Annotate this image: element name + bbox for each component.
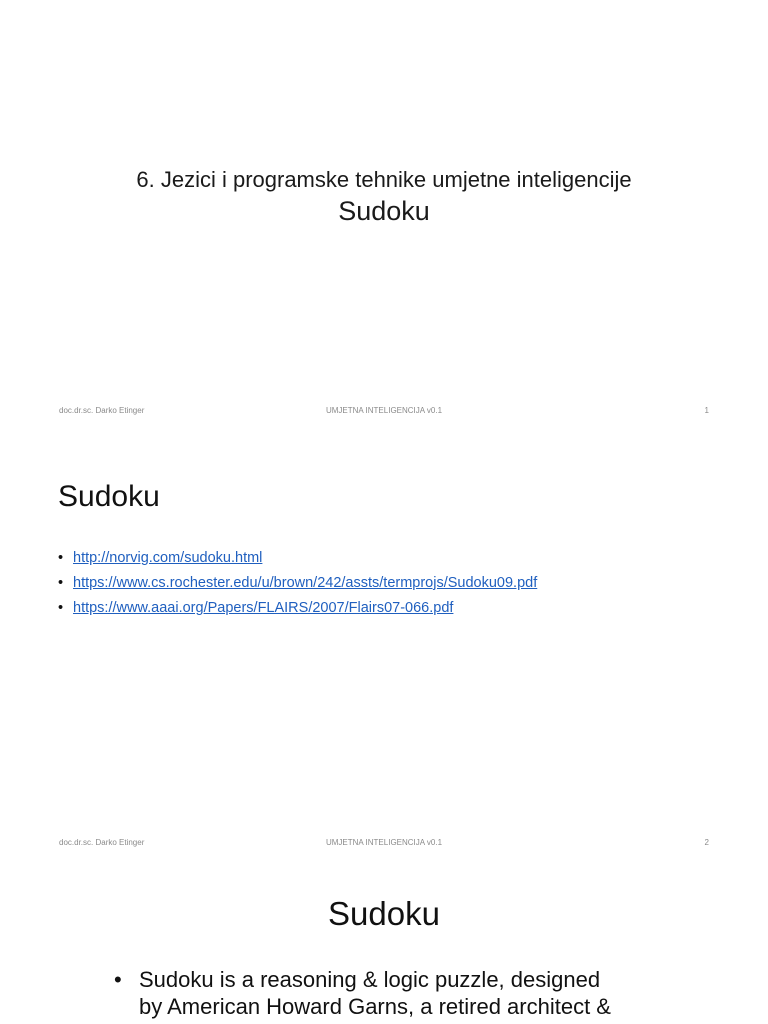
- footer-author: doc.dr.sc. Darko Etinger: [59, 838, 145, 847]
- footer-course: UMJETNA INTELIGENCIJA v0.1: [325, 838, 443, 847]
- slide-footer: [59, 404, 709, 418]
- bullet-icon: •: [58, 575, 64, 591]
- bullet-text-line-2: by American Howard Garns, a retired architect &: [139, 994, 611, 1019]
- footer-page-number: 2: [704, 838, 709, 847]
- link-rochester-sudoku-pdf[interactable]: https://www.cs.rochester.edu/u/brown/242/assts/termprojs/Sudoku09.pdf: [73, 575, 538, 591]
- slide-footer: [59, 836, 709, 850]
- slide-title: Sudoku: [338, 196, 430, 226]
- bullet-icon: •: [58, 550, 64, 566]
- embedded-slide-image: [100, 864, 668, 1024]
- slide-3: [0, 864, 768, 1024]
- bullet-paragraph: [114, 966, 668, 1020]
- link-norvig-sudoku[interactable]: http://norvig.com/sudoku.html: [73, 550, 263, 566]
- list-item: [58, 546, 537, 571]
- slide-2: [0, 432, 768, 864]
- bullet-icon: •: [114, 967, 122, 992]
- bullet-text-line-1: Sudoku is a reasoning & logic puzzle, designed: [139, 967, 601, 992]
- link-list: [58, 546, 537, 621]
- link-aaai-flairs-pdf[interactable]: https://www.aaai.org/Papers/FLAIRS/2007/Flairs07-066.pdf: [73, 600, 454, 616]
- slide-subtitle: 6. Jezici i programske tehnike umjetne inteligencije: [136, 167, 632, 192]
- slide-1: [0, 0, 768, 432]
- list-item: [58, 571, 537, 596]
- slide-title: Sudoku: [328, 895, 440, 932]
- bullet-icon: •: [58, 600, 64, 616]
- slide-title: Sudoku: [58, 480, 160, 513]
- list-item: [58, 596, 537, 621]
- footer-page-number: 1: [704, 406, 709, 415]
- footer-author: doc.dr.sc. Darko Etinger: [59, 406, 145, 415]
- footer-course: UMJETNA INTELIGENCIJA v0.1: [325, 406, 443, 415]
